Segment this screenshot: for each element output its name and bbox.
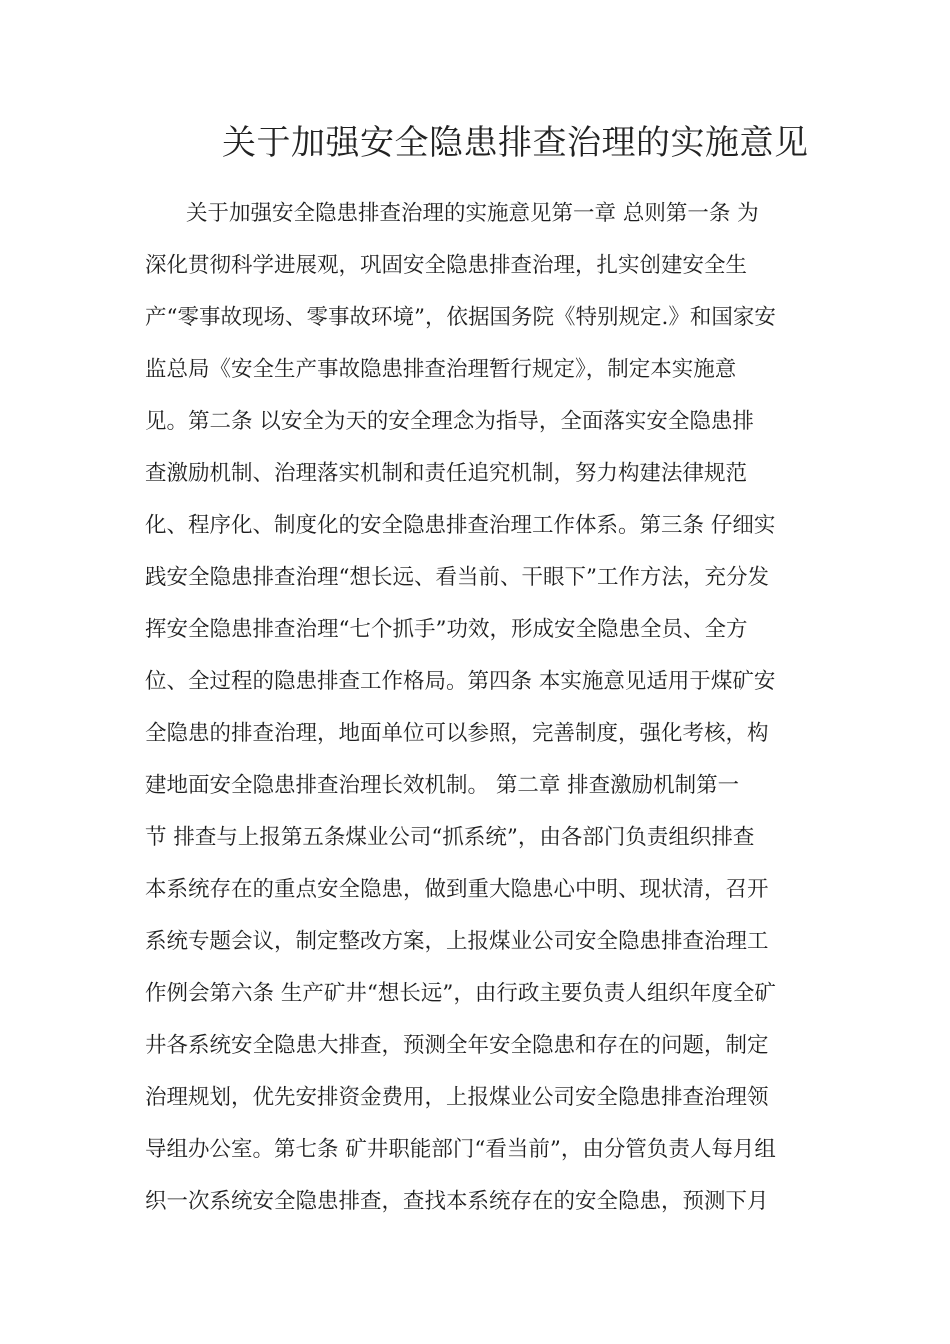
body-line: 监总局《安全生产事故隐患排查治理暂行规定》，制定本实施意 xyxy=(145,357,737,382)
body-line: 深化贯彻科学进展观，巩固安全隐患排查治理，扎实创建安全生 xyxy=(145,253,748,278)
body-line: 挥安全隐患排查治理“七个抓手”功效，形成安全隐患全员、全方 xyxy=(145,617,748,642)
body-line: 作例会第六条 生产矿井“想长远”，由行政主要负责人组织年度全矿 xyxy=(145,981,776,1006)
body-line: 治理规划，优先安排资金费用，上报煤业公司安全隐患排查治理领 xyxy=(145,1085,769,1110)
body-line: 见。第二条 以安全为天的安全理念为指导，全面落实安全隐患排 xyxy=(145,409,754,434)
body-line: 查激励机制、治理落实机制和责任追究机制，努力构建法律规范 xyxy=(145,461,748,486)
body-line: 建地面安全隐患排查治理长效机制。 第二章 排查激励机制第一 xyxy=(145,773,740,798)
body-line: 践安全隐患排查治理“想长远、看当前、干眼下”工作方法，充分发 xyxy=(145,565,769,590)
body-line: 节 排查与上报第五条煤业公司“抓系统”，由各部门负责组织排查 xyxy=(145,825,755,850)
body-line: 井各系统安全隐患大排查，预测全年安全隐患和存在的问题，制定 xyxy=(145,1033,769,1058)
body-line: 化、程序化、制度化的安全隐患排查治理工作体系。第三条 仔细实 xyxy=(145,513,776,538)
body-line: 本系统存在的重点安全隐患，做到重大隐患心中明、现状清，召开 xyxy=(145,877,769,902)
document-title: 关于加强安全隐患排查治理的实施意见 xyxy=(222,123,809,163)
body-line: 位、全过程的隐患排查工作格局。第四条 本实施意见适用于煤矿安 xyxy=(145,669,776,694)
body-line: 全隐患的排查治理，地面单位可以参照，完善制度，强化考核，构 xyxy=(145,721,769,746)
body-line: 系统专题会议，制定整改方案，上报煤业公司安全隐患排查治理工 xyxy=(145,929,769,954)
body-line: 导组办公室。第七条 矿井职能部门“看当前”，由分管负责人每月组 xyxy=(145,1137,776,1162)
body-line: 关于加强安全隐患排查治理的实施意见第一章 总则第一条 为 xyxy=(186,201,759,226)
body-line: 产“零事故现场、零事故环境”，依据国务院《特别规定.》和国家安 xyxy=(145,305,776,330)
body-line: 织一次系统安全隐患排查，查找本系统存在的安全隐患，预测下月 xyxy=(145,1189,769,1214)
